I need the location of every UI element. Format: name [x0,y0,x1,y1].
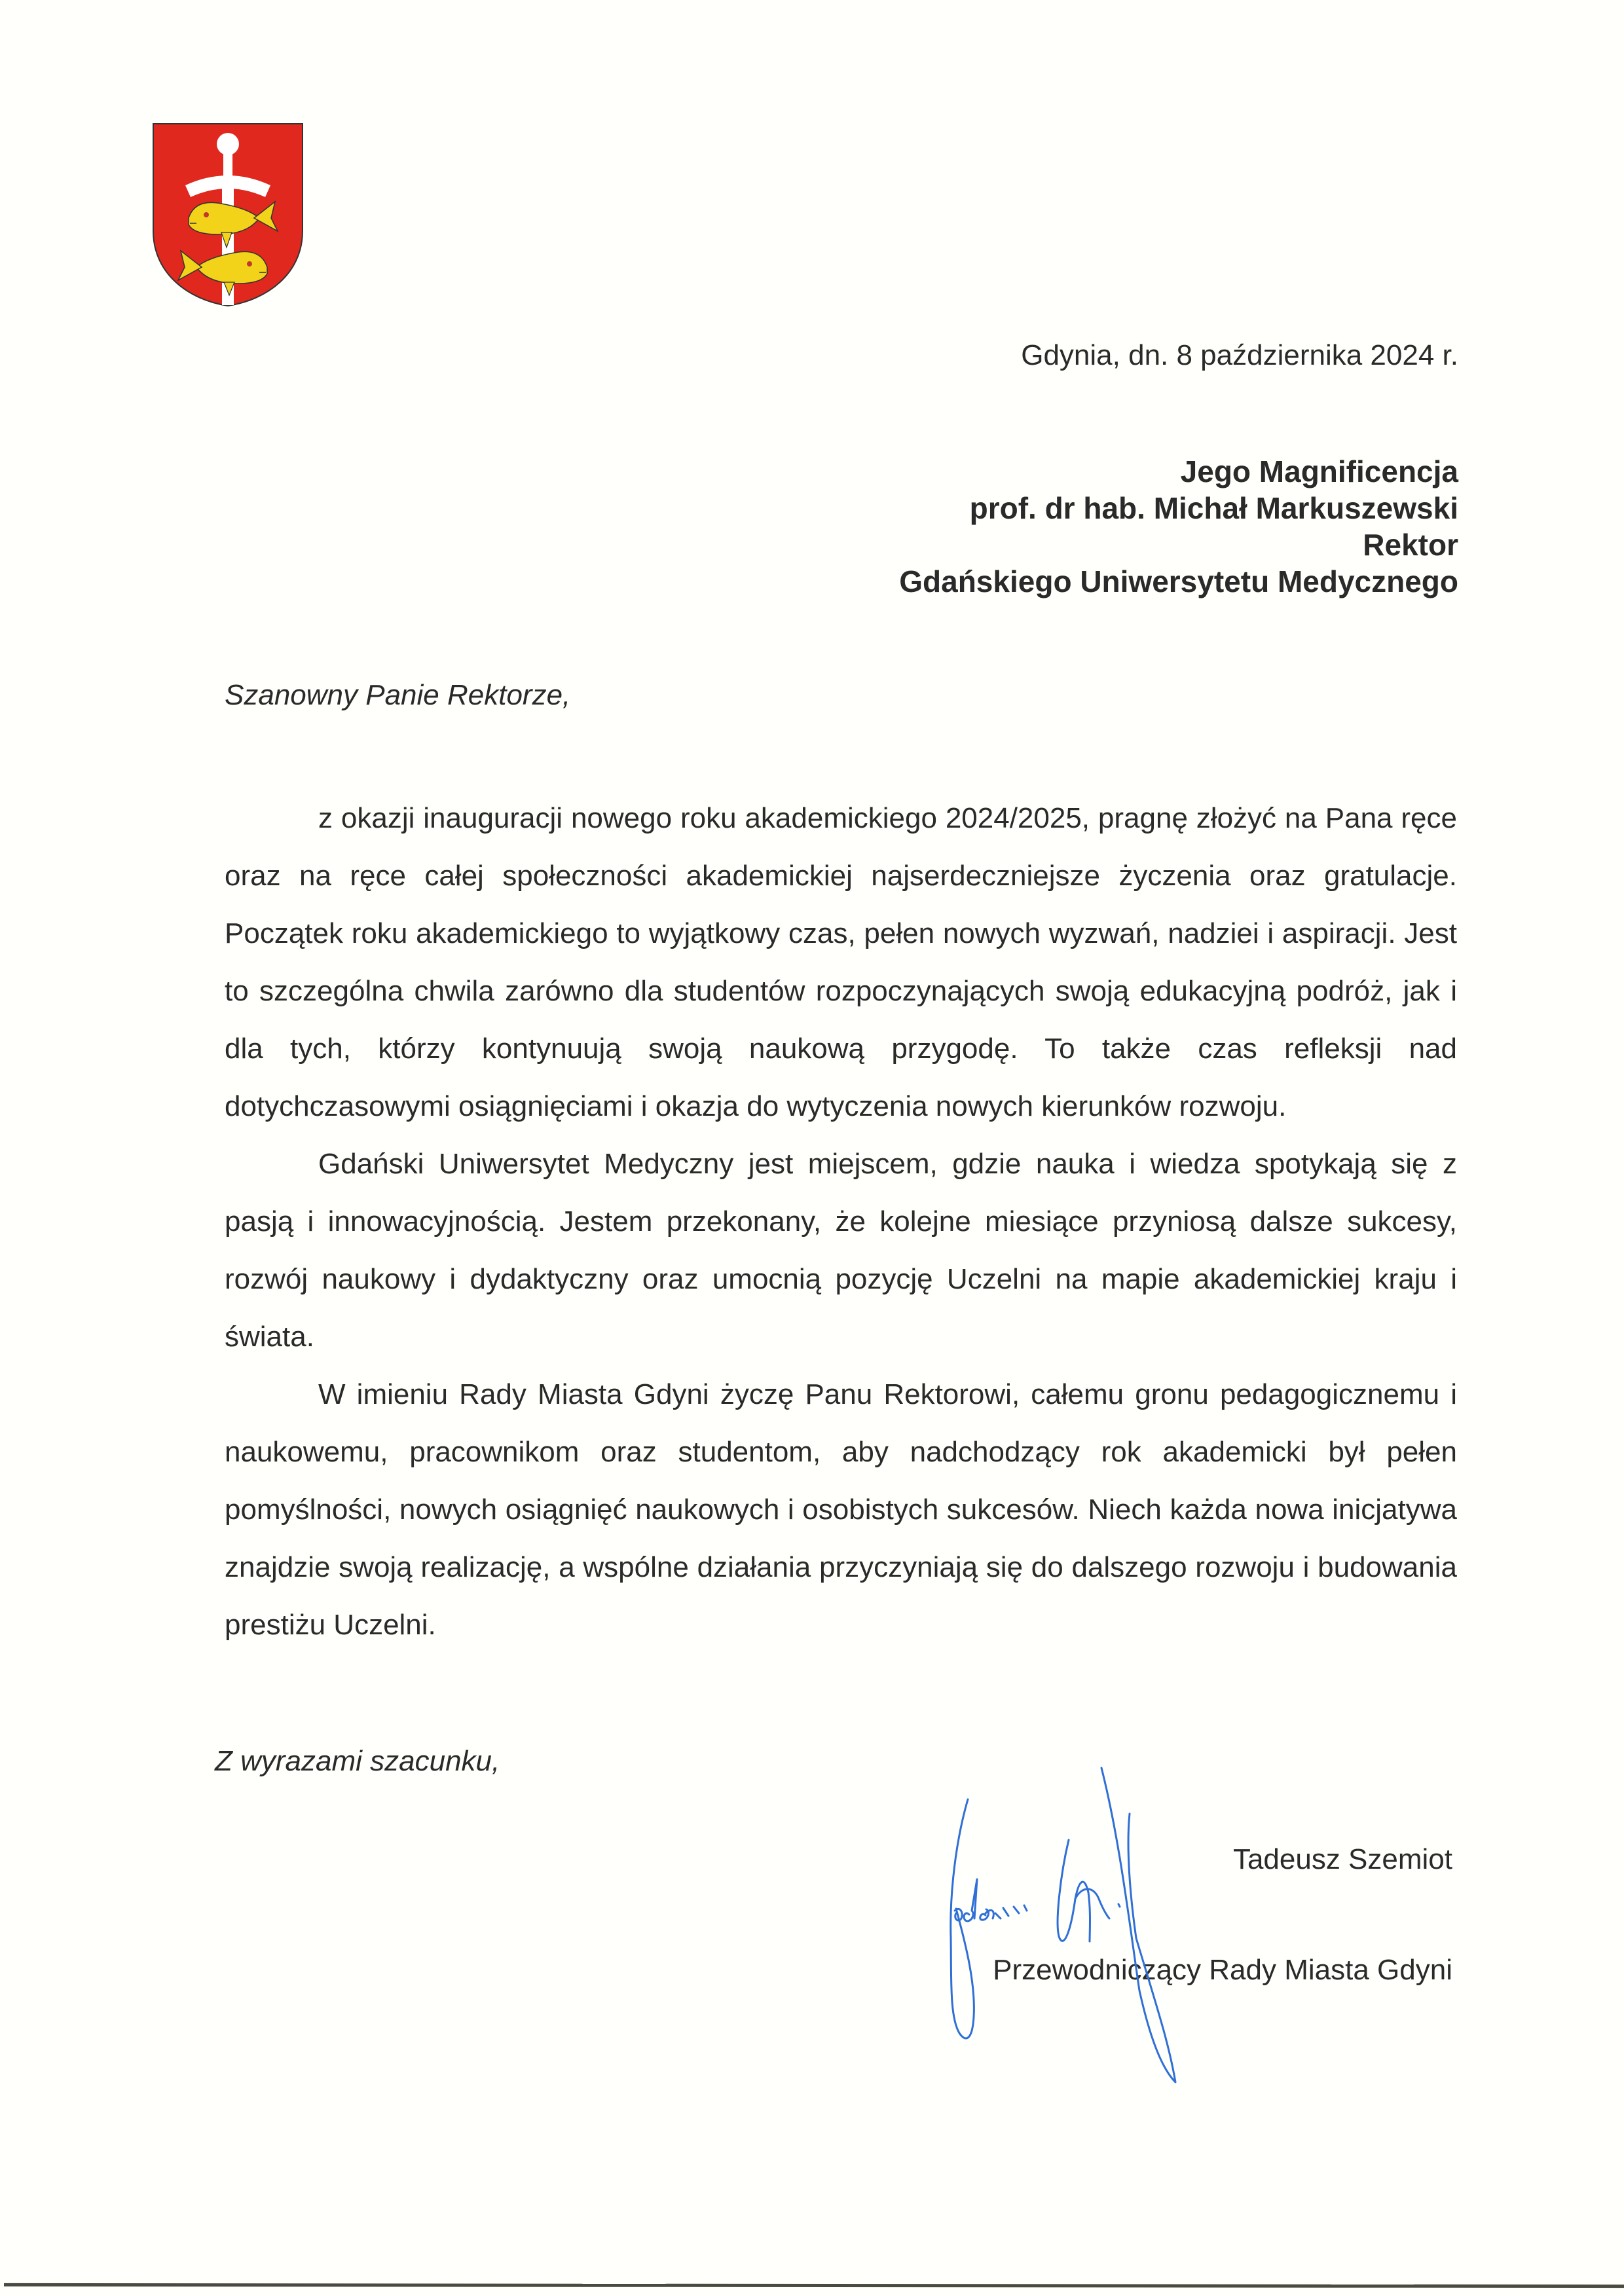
recipient-block [899,453,1458,600]
recipient-institution: Gdańskiego Uniwersytetu Medycznego [899,564,1458,598]
handwritten-signature-icon [904,1742,1480,2108]
closing-phrase: Z wyrazami szacunku, [215,1745,500,1777]
signatory-name: Tadeusz Szemiot [1232,1843,1452,1875]
date-line: Gdynia, dn. 8 października 2024 r. [1021,339,1458,371]
recipient-position: Rektor [1363,528,1458,562]
recipient-honorific: Jego Magnificencja [1180,454,1458,488]
body-paragraph: z okazji inauguracji nowego roku akademickiego 2024/2025, pragnę złożyć na Pana ręce oraz na ręce całej społeczności akademickiej najserdeczniejsze życzenia oraz gratulacje. Początek roku akademickiego to wyjątkowy czas, pełen nowych wyzwań, nadziei i aspiracji. Jest to szczególna chwila zarówno dla studentów rozpoczynających swoją edukacyjną podróż, jak i dla tych, którzy kontynuują swoją naukową przygodę. To także czas refleksji nad dotychczasowymi osiągnięciami i okazja do wytyczenia nowych kierunków rozwoju. [225,802,1457,1122]
letter-body [225,790,1457,1654]
body-paragraph: W imieniu Rady Miasta Gdyni życzę Panu Rektorowi, całemu gronu pedagogicznemu i naukowemu, pracownikom oraz studentom, aby nadchodzący rok akademicki był pełen pomyślności, nowych osiągnięć naukowych i osobistych sukcesów. Niech każda nowa inicjatywa znajdzie swoją realizację, a wspólne działania przyczyniają się do dalszego rozwoju i budowania prestiżu Uczelni. [225,1378,1457,1641]
gdynia-coat-of-arms-icon [149,120,306,310]
salutation: Szanowny Panie Rektorze, [225,679,571,711]
page-bottom-edge [4,2283,1624,2288]
signatory-title: Przewodniczący Rady Miasta Gdyni [993,1954,1452,1986]
body-paragraph: Gdański Uniwersytet Medyczny jest miejscem, gdzie nauka i wiedza spotykają się z pasją i innowacyjnością. Jestem przekonany, że kolejne miesiące przyniosą dalsze sukcesy, rozwój naukowy i dydaktyczny oraz umocnią pozycję Uczelni na mapie akademickiej kraju i świata. [225,1148,1457,1353]
recipient-name: prof. dr hab. Michał Markuszewski [969,491,1458,525]
